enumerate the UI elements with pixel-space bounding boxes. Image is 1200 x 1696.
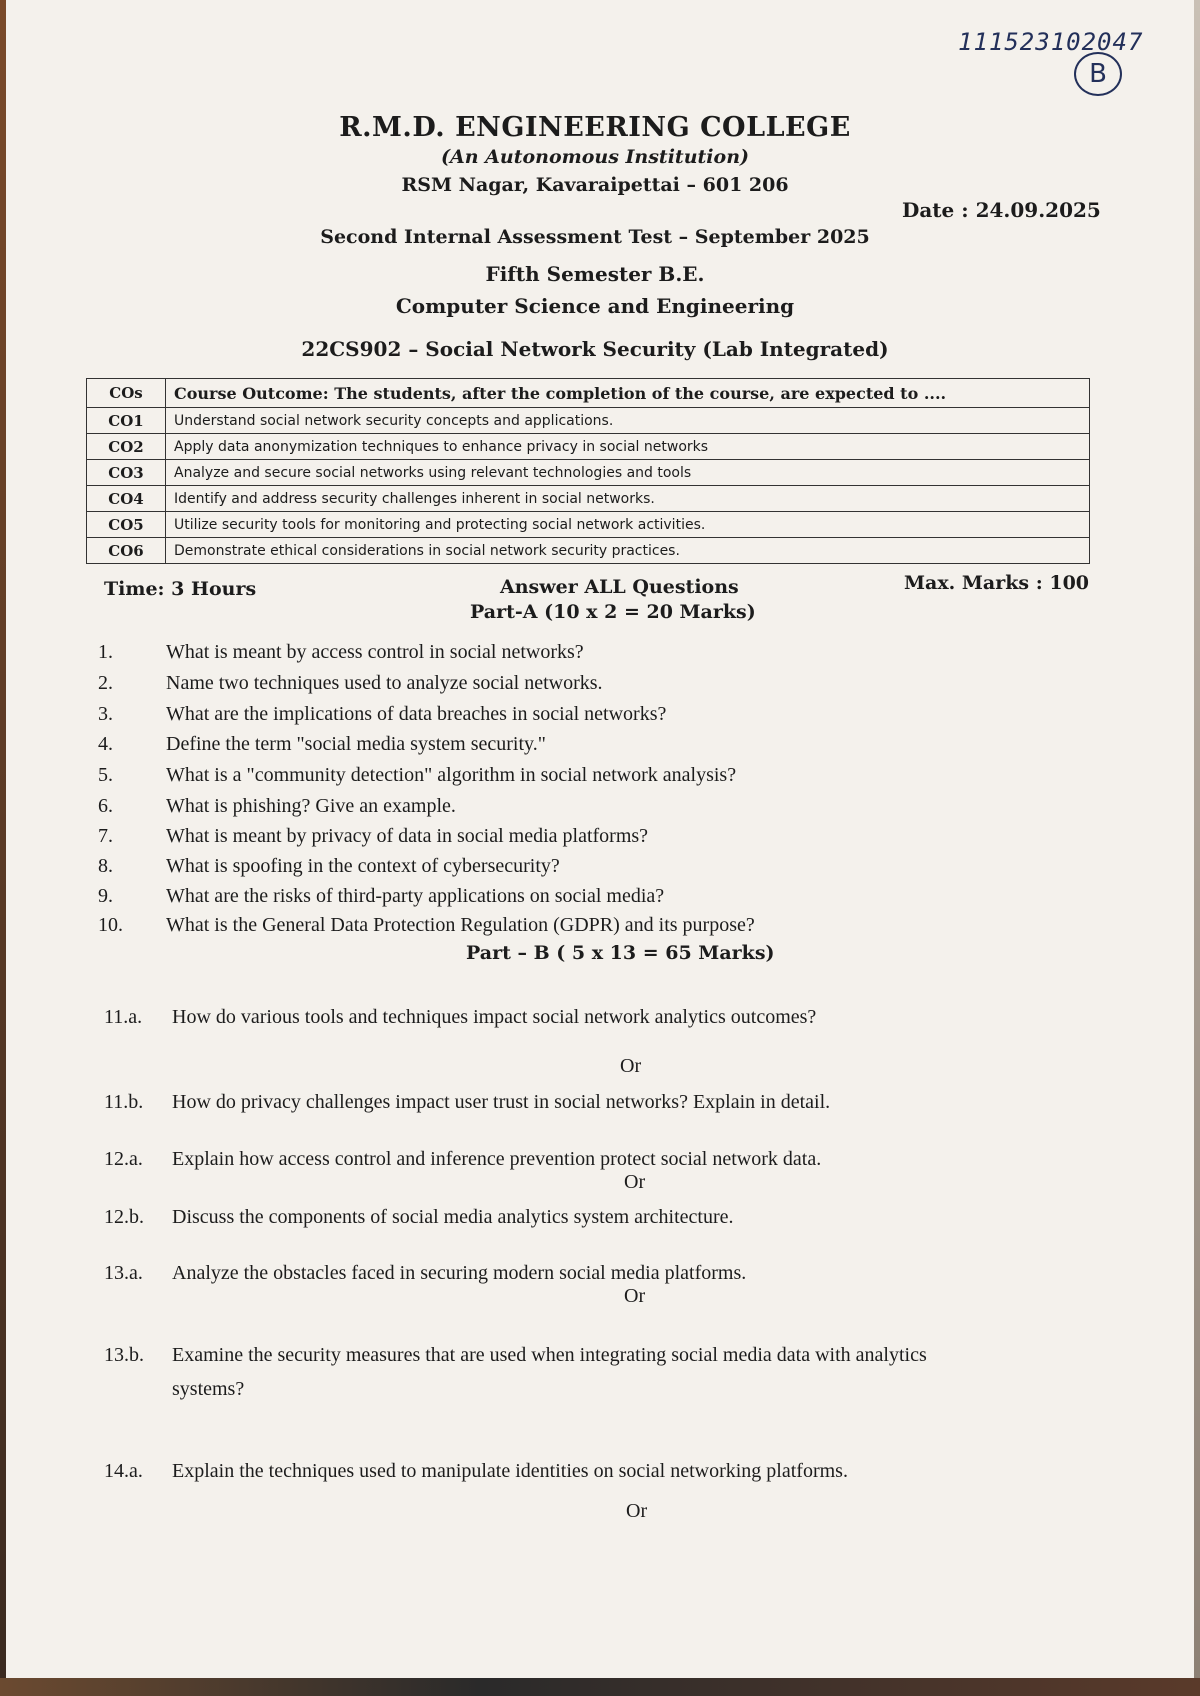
co-code: CO3 <box>87 460 166 486</box>
question-text: Explain the techniques used to manipulate identities on social networking platforms. <box>172 1460 848 1482</box>
question-text: What are the risks of third-party applications on social media? <box>166 885 665 907</box>
question-number: 7. <box>98 825 113 847</box>
question-number: 13.a. <box>104 1262 143 1284</box>
question-number: 6. <box>98 795 113 817</box>
question-text: What is meant by access control in social networks? <box>166 641 584 663</box>
co-text: Demonstrate ethical considerations in social network security practices. <box>166 538 1090 564</box>
question-number: 8. <box>98 855 113 877</box>
question-text: How do privacy challenges impact user trust in social networks? Explain in detail. <box>172 1091 831 1113</box>
department: Computer Science and Engineering <box>395 294 795 318</box>
max-marks: Max. Marks : 100 <box>904 572 1090 594</box>
handwritten-register-number: 111523102047 <box>958 28 1144 56</box>
question-text: Define the term "social media system security." <box>166 733 546 755</box>
question-text: What is meant by privacy of data in social media platforms? <box>166 825 649 847</box>
co-row <box>87 538 1090 564</box>
or-separator: Or <box>624 1285 646 1307</box>
co-code: CO4 <box>87 486 166 512</box>
question-number: 9. <box>98 885 113 907</box>
question-number: 1. <box>98 641 113 663</box>
semester: Fifth Semester B.E. <box>485 262 705 286</box>
co-row <box>87 408 1090 434</box>
question-number: 4. <box>98 733 113 755</box>
co-code: CO5 <box>87 512 166 538</box>
co-text: Identify and address security challenges inherent in social networks. <box>166 486 1090 512</box>
exam-date: Date : 24.09.2025 <box>902 198 1101 222</box>
co-row <box>87 460 1090 486</box>
co-row <box>87 512 1090 538</box>
question-text: What is a "community detection" algorithm in social network analysis? <box>166 764 737 786</box>
course-title: 22CS902 – Social Network Security (Lab Integrated) <box>301 337 889 361</box>
co-code: CO2 <box>87 434 166 460</box>
or-separator: Or <box>624 1171 646 1193</box>
answer-all-instruction: Answer ALL Questions <box>500 576 739 598</box>
question-number: 12.b. <box>104 1206 144 1228</box>
question-text: Name two techniques used to analyze social networks. <box>166 672 603 694</box>
question-number: 13.b. <box>104 1344 144 1366</box>
question-number: 14.a. <box>104 1460 143 1482</box>
question-text: How do various tools and techniques impact social network analytics outcomes? <box>172 1006 817 1028</box>
co-header-code: COs <box>87 379 166 408</box>
question-text: What are the implications of data breaches in social networks? <box>166 703 667 725</box>
part-b-title: Part – B ( 5 x 13 = 65 Marks) <box>466 942 775 964</box>
question-text: What is phishing? Give an example. <box>166 795 456 817</box>
test-title: Second Internal Assessment Test – September 2025 <box>320 226 870 248</box>
college-address: RSM Nagar, Kavaraipettai – 601 206 <box>401 174 789 196</box>
scan-edge-bottom <box>0 1678 1200 1696</box>
co-text: Understand social network security concepts and applications. <box>166 408 1090 434</box>
part-b-question-continuation: systems? <box>172 1378 245 1400</box>
question-number: 10. <box>98 914 123 936</box>
co-text: Apply data anonymization techniques to enhance privacy in social networks <box>166 434 1090 460</box>
question-number: 11.b. <box>104 1091 144 1113</box>
question-text: Discuss the components of social media analytics system architecture. <box>172 1206 734 1228</box>
question-number: 12.a. <box>104 1148 143 1170</box>
question-number: 5. <box>98 764 113 786</box>
handwritten-set-mark: B <box>1074 52 1122 96</box>
question-text: What is spoofing in the context of cybersecurity? <box>166 855 560 877</box>
co-text: Utilize security tools for monitoring and protecting social network activities. <box>166 512 1090 538</box>
college-name: R.M.D. ENGINEERING COLLEGE <box>339 112 851 143</box>
question-text: Examine the security measures that are used when integrating social media data with analytics <box>172 1344 927 1366</box>
college-autonomous: (An Autonomous Institution) <box>440 146 749 168</box>
co-row <box>87 434 1090 460</box>
co-header-text: Course Outcome: The students, after the completion of the course, are expected to .... <box>166 379 1090 408</box>
question-number: 11.a. <box>104 1006 143 1028</box>
question-text: Explain how access control and inference prevention protect social network data. <box>172 1148 822 1170</box>
question-number: 3. <box>98 703 113 725</box>
scan-edge-right <box>1194 0 1200 1696</box>
question-text: What is the General Data Protection Regulation (GDPR) and its purpose? <box>166 914 755 936</box>
course-outcomes-table <box>86 378 1090 564</box>
or-separator: Or <box>626 1500 648 1522</box>
question-text: Analyze the obstacles faced in securing modern social media platforms. <box>172 1262 747 1284</box>
co-row <box>87 486 1090 512</box>
co-text: Analyze and secure social networks using relevant technologies and tools <box>166 460 1090 486</box>
exam-duration: Time: 3 Hours <box>104 578 257 600</box>
part-a-title: Part-A (10 x 2 = 20 Marks) <box>470 601 756 623</box>
or-separator: Or <box>620 1055 642 1077</box>
co-code: CO6 <box>87 538 166 564</box>
scan-edge-left <box>0 0 6 1696</box>
co-code: CO1 <box>87 408 166 434</box>
question-number: 2. <box>98 672 113 694</box>
co-header-row <box>87 379 1090 408</box>
